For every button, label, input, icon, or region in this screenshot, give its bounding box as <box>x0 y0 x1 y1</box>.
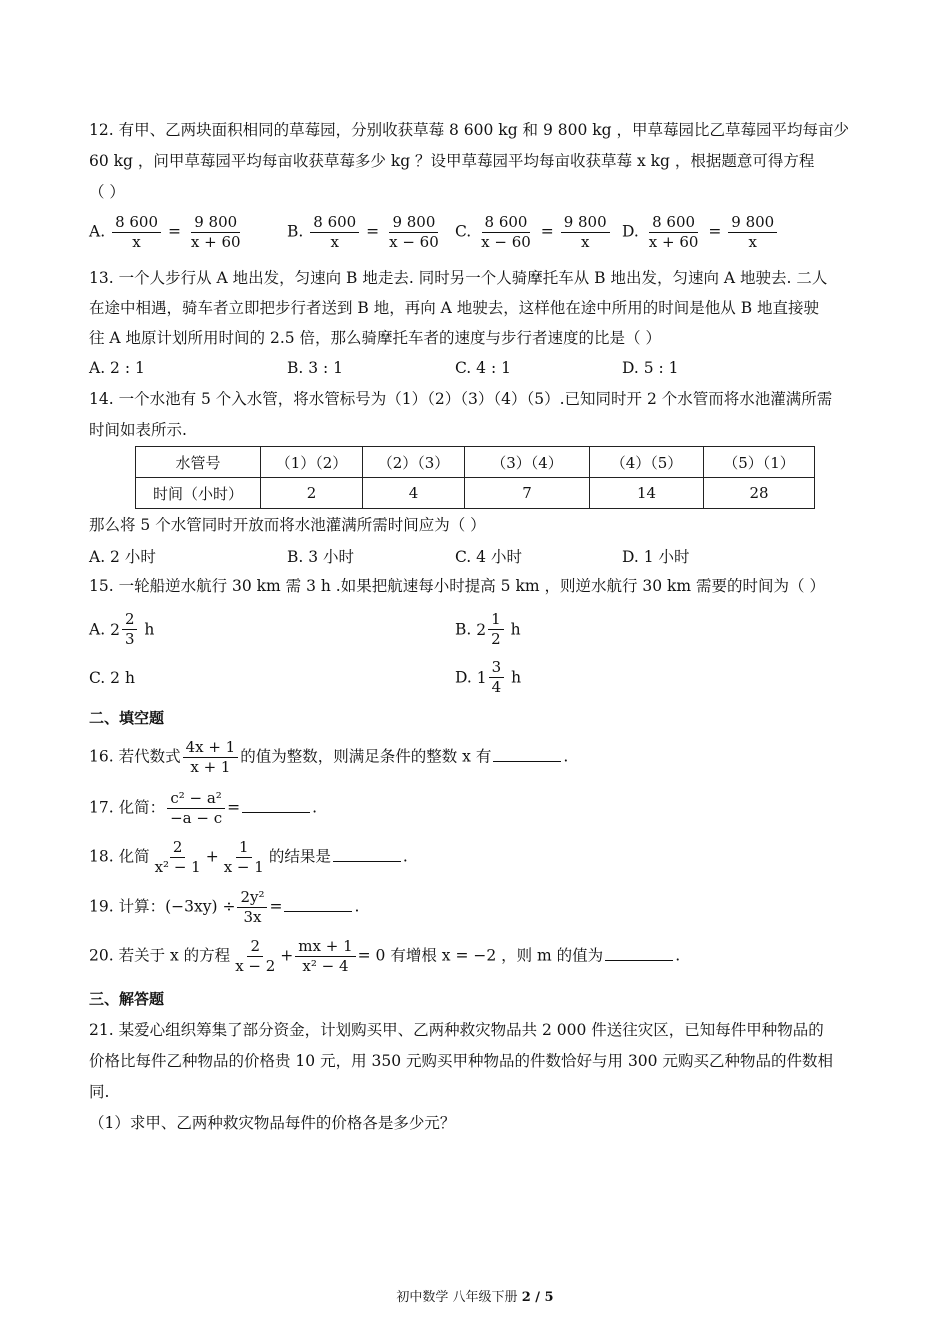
q21-line-3: 同. <box>89 1083 110 1101</box>
table-cell: （1）（2） <box>261 447 363 478</box>
q14-option-c: C. 4 小时 <box>455 548 522 566</box>
q13-option-c: C. 4 : 1 <box>455 359 511 377</box>
q13-option-a: A. 2 : 1 <box>89 359 145 377</box>
answer-blank <box>605 944 673 961</box>
q14-line-2: 时间如表所示. <box>89 421 187 439</box>
q14-option-b: B. 3 小时 <box>287 548 355 566</box>
q12-option-d: D. $\frac{8 600}{x + 60}$ = $\frac{9 800}{x}$ <box>622 213 779 252</box>
answer-blank <box>242 796 310 813</box>
q12-option-a: A. $\frac{8 600}{x}$ = $\frac{9 800}{x + 60}$ <box>89 213 241 251</box>
q13-option-d: D. 5 : 1 <box>622 359 679 377</box>
q18: 18. 化简 $\frac{2}{\text{x² − 1}}$ + $\frac{1}{x - 1}$ 的结果是 . <box>89 838 408 876</box>
q13-line-1: 13. 一个人步行从 A 地出发，匀速向 B 地走去. 同时另一个人骑摩托车从 B 地出发，匀速向 A 地驶去. 二人 <box>89 269 828 287</box>
table-cell: 28 <box>704 478 815 509</box>
table-cell: 7 <box>465 478 590 509</box>
q15-option-d: D. 1 $\frac{3}{4}$ h <box>455 658 522 696</box>
table-row <box>136 478 815 509</box>
q14-option-d: D. 1 小时 <box>622 548 690 566</box>
q21-line-2: 价格比每件乙种物品的价格贵 10 元，用 350 元购买甲种物品的件数恰好与用 300 元购买乙种物品的件数相 <box>89 1052 833 1070</box>
q16: 16. 若代数式 $\frac{4x + 1}{x + 1}$ 的值为整数，则满足条件的整数 x 有 . <box>89 738 569 776</box>
table-cell: （3）（4） <box>465 447 590 478</box>
table-cell: （5）（1） <box>704 447 815 478</box>
q17: 17. 化简： $\frac{\text{c² − a²}}{-a - c}$ = . <box>89 789 318 827</box>
q13-line-3: 往 A 地原计划所用时间的 2.5 倍，那么骑摩托车者的速度与步行者速度的比是（ ） <box>89 329 661 347</box>
table-cell: 2 <box>261 478 363 509</box>
page-number: 2 / 5 <box>521 1290 554 1305</box>
answer-blank <box>493 745 561 762</box>
q12-line-2: 60 kg ，问甲草莓园平均每亩收获草莓多少 kg ？设甲草莓园平均每亩收获草莓 x kg ，根据题意可得方程 <box>89 152 815 170</box>
q12-option-c: C. $\frac{8 600}{x - 60}$ = $\frac{9 800}{x}$ <box>455 213 612 252</box>
page-footer <box>0 1286 950 1305</box>
answer-blank <box>284 895 352 912</box>
q21-sub-question-1: （1）求甲、乙两种救灾物品每件的价格各是多少元？ <box>89 1114 456 1132</box>
q15-line-1: 15. 一轮船逆水航行 30 km 需 3 h .如果把航速每小时提高 5 km ，则逆水航行 30 km 需要的时间为（ ） <box>89 577 825 595</box>
section-title-solve: 三、解答题 <box>89 990 165 1008</box>
q19: 19. 计算：(−3xy) ÷ $\frac{\text{2y²}}{3x}$ = . <box>89 888 360 926</box>
table-cell: 4 <box>363 478 465 509</box>
table-cell: 水管号 <box>136 447 261 478</box>
q12-answer-bracket: （ ） <box>89 183 125 201</box>
q12-option-b: B. $\frac{8 600}{x}$ = $\frac{9 800}{x - 60}$ <box>287 213 439 251</box>
table-cell: 时间（小时） <box>136 478 261 509</box>
table-header-row <box>136 447 815 478</box>
q20: 20. 若关于 x 的方程 $\frac{2}{x - 2}$ + $\frac{mx + 1}{\text{x² − 4}}$ = 0 有增根 x = −2 ，则 m 的值为 . <box>89 937 681 975</box>
footer-text: 初中数学 八年级下册 <box>396 1290 518 1305</box>
table-cell: （4）（5） <box>590 447 704 478</box>
q15-option-c: C. 2 h <box>89 669 135 687</box>
table-cell: 14 <box>590 478 704 509</box>
q14-pipe-table <box>135 446 815 509</box>
answer-blank <box>333 845 401 862</box>
q14-line-1: 14. 一个水池有 5 个入水管，将水管标号为（1）（2）（3）（4）（5）.已知同时开 2 个水管而将水池灌满所需 <box>89 390 833 408</box>
q21-line-1: 21. 某爱心组织筹集了部分资金，计划购买甲、乙两种救灾物品共 2 000 件送往灾区，已知每件甲种物品的 <box>89 1021 824 1039</box>
q15-option-a: A. 2 $\frac{2}{3}$ h <box>89 610 155 648</box>
q13-option-b: B. 3 : 1 <box>287 359 344 377</box>
table-cell: （2）（3） <box>363 447 465 478</box>
q13-line-2: 在途中相遇，骑车者立即把步行者送到 B 地，再向 A 地驶去，这样他在途中所用的时间是他从 B 地直接驶 <box>89 299 820 317</box>
q12-line-1: 12. 有甲、乙两块面积相同的草莓园，分别收获草莓 8 600 kg 和 9 800 kg ，甲草莓园比乙草莓园平均每亩少 <box>89 121 850 139</box>
q14-line-3: 那么将 5 个水管同时开放而将水池灌满所需时间应为（ ） <box>89 516 486 534</box>
q14-option-a: A. 2 小时 <box>89 548 156 566</box>
section-title-fill-in: 二、填空题 <box>89 709 165 727</box>
q15-option-b: B. 2 $\frac{1}{2}$ h <box>455 610 521 648</box>
